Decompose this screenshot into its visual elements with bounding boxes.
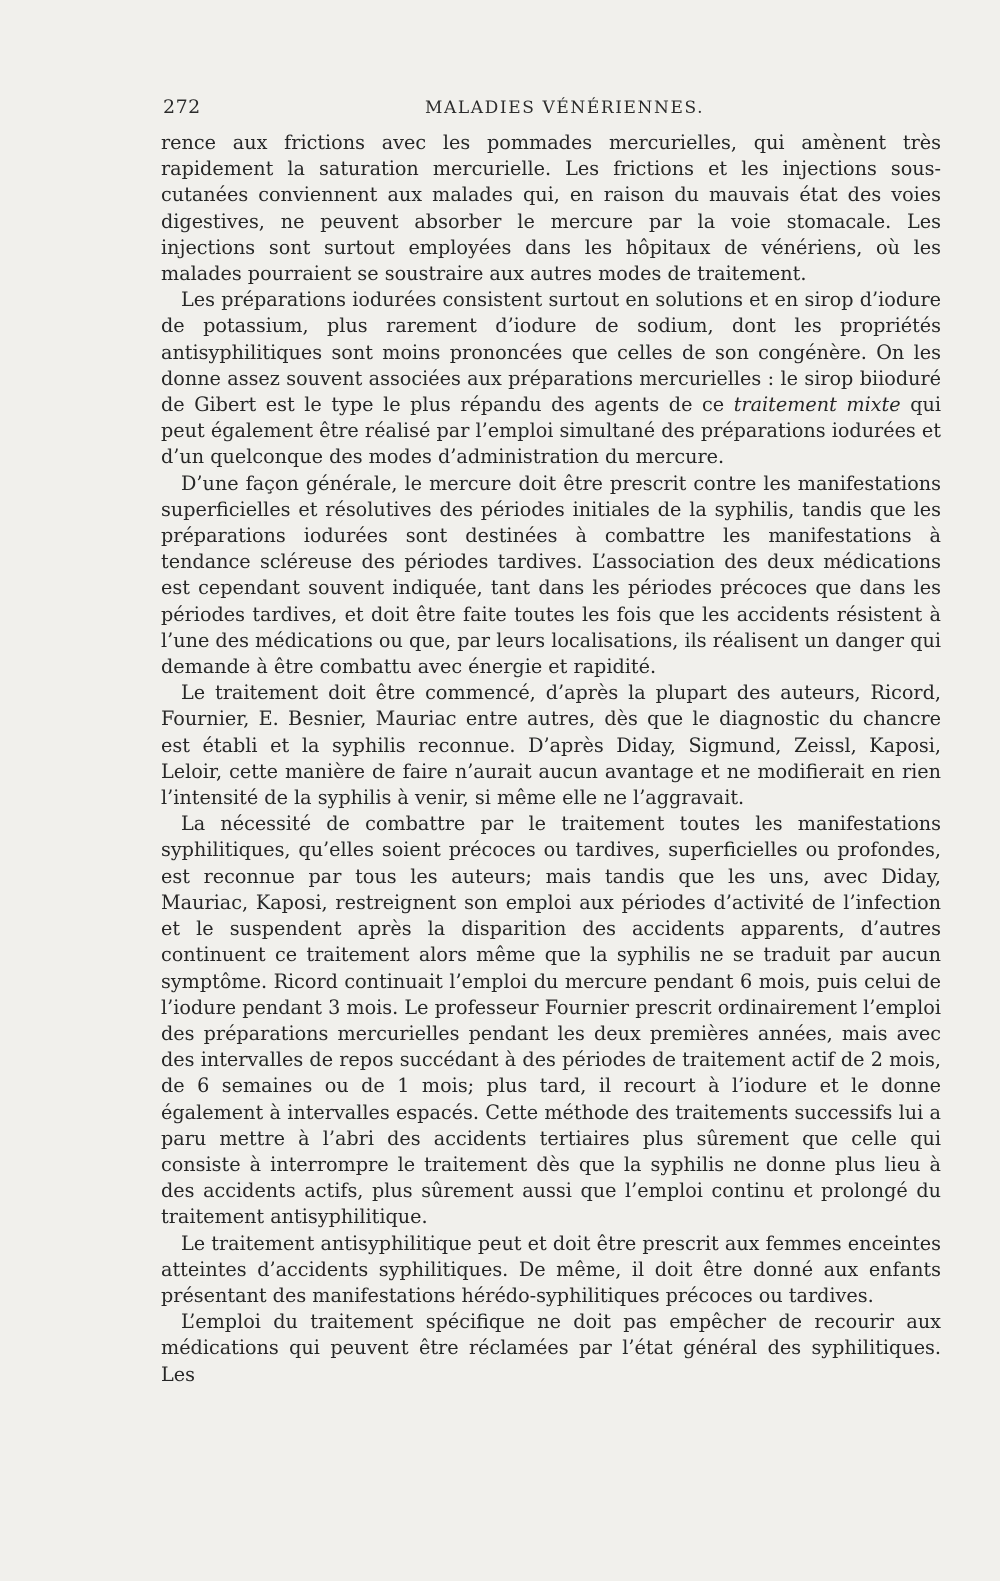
- paragraph: rence aux frictions avec les pommades mercurielles, qui amènent très rapidement la saturation mercurielle. Les frictions et les injections sous-cutanées conviennent aux malades qui, en raison du mauvais état des voies digestives, ne peuvent absorber le mercure par la voie stomacale. Les injections sont surtout employées dans les hôpitaux de vénériens, où les malades pourraient se soustraire aux autres modes de traitement.: [161, 131, 941, 286]
- paragraph: D’une façon générale, le mercure doit être prescrit contre les manifestations superficielles et résolutives des périodes initiales de la syphilis, tandis que les préparations iodurées sont destinées à combattre les manifestations à tendance scléreuse des périodes tardives. L’association des deux médications est cependant souvent indiquée, tant dans les périodes précoces que dans les périodes tardives, et doit être faite toutes les fois que les accidents résistent à l’une des médications ou que, par leurs localisations, ils réalisent un danger qui demande à être combattu avec énergie et rapidité.: [161, 471, 941, 679]
- paragraph: Le traitement antisyphilitique peut et doit être prescrit aux femmes enceintes atteintes d’accidents syphilitiques. De même, il doit être donné aux enfants présentant des manifestations hérédo-syphilitiques précoces ou tardives.: [161, 1231, 941, 1307]
- page-number: 272: [163, 96, 201, 118]
- body-text: [161, 130, 941, 1388]
- paragraph: L’emploi du traitement spécifique ne doit pas empêcher de recourir aux médications qui peuvent être réclamées par l’état général des syphilitiques. Les: [161, 1310, 941, 1386]
- running-header: [163, 96, 943, 126]
- paragraph: Les préparations iodurées consistent surtout en solutions et en sirop d’iodure de potassium, plus rarement d’iodure de sodium, dont les propriétés antisyphilitiques sont moins prononcées que celles de son congénère. On les donne assez souvent associées aux préparations mercurielles : le sirop biioduré de Gibert est le type le plus répandu des agents de ce traitement mixte qui peut également être réalisé par l’emploi simultané des préparations iodurées et d’un quelconque des modes d’administration du mercure.: [161, 288, 941, 469]
- paragraph: La nécessité de combattre par le traitement toutes les manifestations syphilitiques, qu’elles soient précoces ou tardives, superficielles ou profondes, est reconnue par tous les auteurs; mais tandis que les uns, avec Diday, Mauriac, Kaposi, restreignent son emploi aux périodes d’activité de l’infection et le suspendent après la disparition des accidents apparents, d’autres continuent ce traitement alors même que la syphilis ne se traduit par aucun symptôme. Ricord continuait l’emploi du mercure pendant 6 mois, puis celui de l’iodure pendant 3 mois. Le professeur Fournier prescrit ordinairement l’emploi des préparations mercurielles pendant les deux premières années, mais avec des intervalles de repos succédant à des périodes de traitement actif de 2 mois, de 6 semaines ou de 1 mois; plus tard, il recourt à l’iodure et le donne également à intervalles espacés. Cette méthode des traitements successifs lui a paru mettre à l’abri des accidents tertiaires plus sûrement que celle qui consiste à interrompre le traitement dès que la syphilis ne donne plus lieu à des accidents actifs, plus sûrement aussi que l’emploi continu et prolongé du traitement antisyphilitique.: [161, 812, 941, 1229]
- italic-term: traitement mixte: [733, 393, 901, 417]
- paragraph: Le traitement doit être commencé, d’après la plupart des auteurs, Ricord, Fournier, E. Besnier, Mauriac entre autres, dès que le diagnostic du chancre est établi et la syphilis reconnue. D’après Diday, Sigmund, Zeissl, Kaposi, Leloir, cette manière de faire n’aurait aucun avantage et ne modifierait en rien l’intensité de la syphilis à venir, si même elle ne l’aggravait.: [161, 681, 941, 810]
- running-title: MALADIES VÉNÉRIENNES.: [425, 98, 705, 118]
